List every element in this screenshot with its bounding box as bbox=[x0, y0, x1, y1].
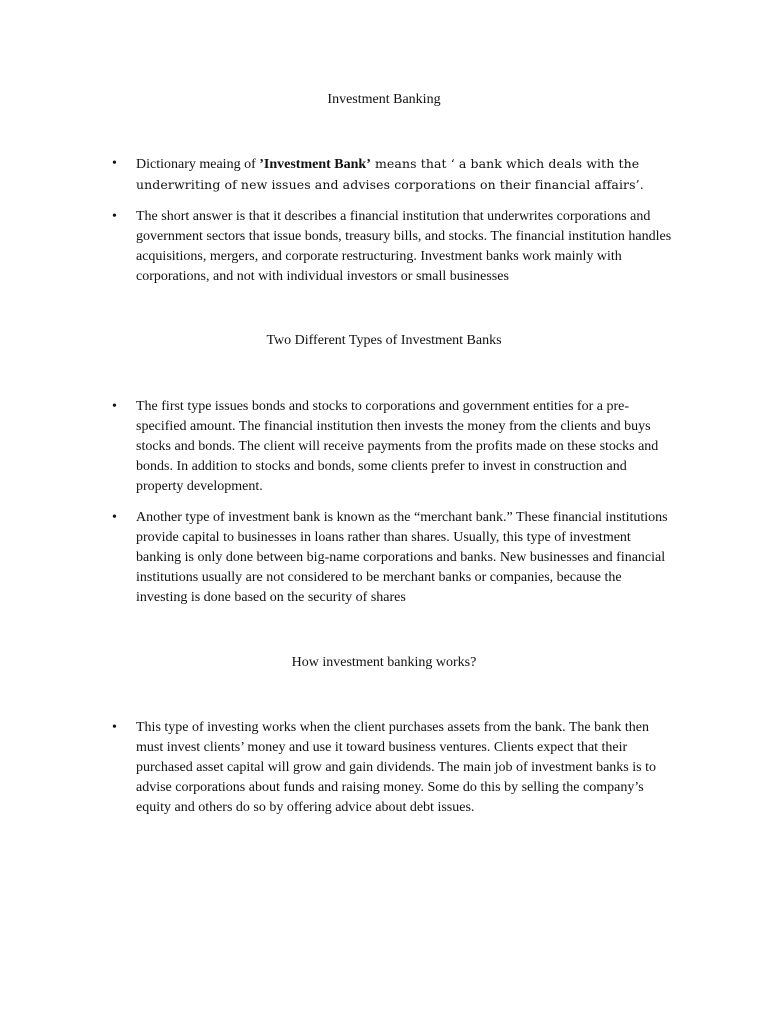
section-2-list bbox=[112, 397, 672, 619]
section-3-list bbox=[112, 718, 672, 829]
document-title: Investment Banking bbox=[327, 92, 441, 107]
bullet-icon: • bbox=[112, 510, 117, 525]
section-1-list bbox=[112, 154, 672, 298]
paragraph-text: The short answer is that it describes a financial institution that underwrites corporations and government sectors that issue bonds, treasury bills, and stocks. The financial institution handles acquisitions, mergers, and corporate restructuring. Investment banks work mainly with corporations, and not with individual investors or small businesses bbox=[136, 209, 672, 284]
paragraph-text: This type of investing works when the client purchases assets from the bank. The bank then must invest clients’ money and use it toward business ventures. Clients expect that their purchased asset capital will grow and gain dividends. The main job of investment banks is to advise corporations about funds and raising money. Some do this by selling the company’s equity and others do so by offering advice about debt issues. bbox=[136, 720, 656, 815]
list-item bbox=[112, 154, 672, 196]
bullet-icon: • bbox=[112, 156, 117, 171]
list-item bbox=[112, 508, 672, 608]
paragraph-text: Another type of investment bank is known as the “merchant bank.” These financial institutions provide capital to businesses in loans rather than shares. Usually, this type of investment banking is only done between big-name corporations and banks. New businesses and financial institutions usually are not considered to be merchant banks or companies, because the investing is done based on the security of shares bbox=[136, 510, 668, 605]
paragraph-text: The first type issues bonds and stocks to corporations and government entities for a pre-specified amount. The financial institution then invests the money from the clients and buys stocks and bonds. The client will receive payments from the profits made on these stocks and bonds. In addition to stocks and bonds, some clients prefer to invest in construction and property development. bbox=[136, 399, 659, 494]
bullet-icon: • bbox=[112, 399, 117, 414]
section-heading-how: How investment banking works? bbox=[291, 655, 477, 670]
list-item bbox=[112, 397, 672, 497]
definition-term: ’Investment Bank’ bbox=[259, 157, 371, 172]
definition-text: means that ‘ a bank which deals with the underwriting of new issues and advises corporations on their financial affairs’. bbox=[136, 156, 644, 192]
bullet-icon: • bbox=[112, 720, 117, 735]
definition-prefix: Dictionary meaing of bbox=[136, 157, 260, 172]
section-heading-types: Two Different Types of Investment Banks bbox=[266, 333, 502, 348]
list-item bbox=[112, 207, 672, 287]
list-item bbox=[112, 718, 672, 818]
bullet-icon: • bbox=[112, 209, 117, 224]
